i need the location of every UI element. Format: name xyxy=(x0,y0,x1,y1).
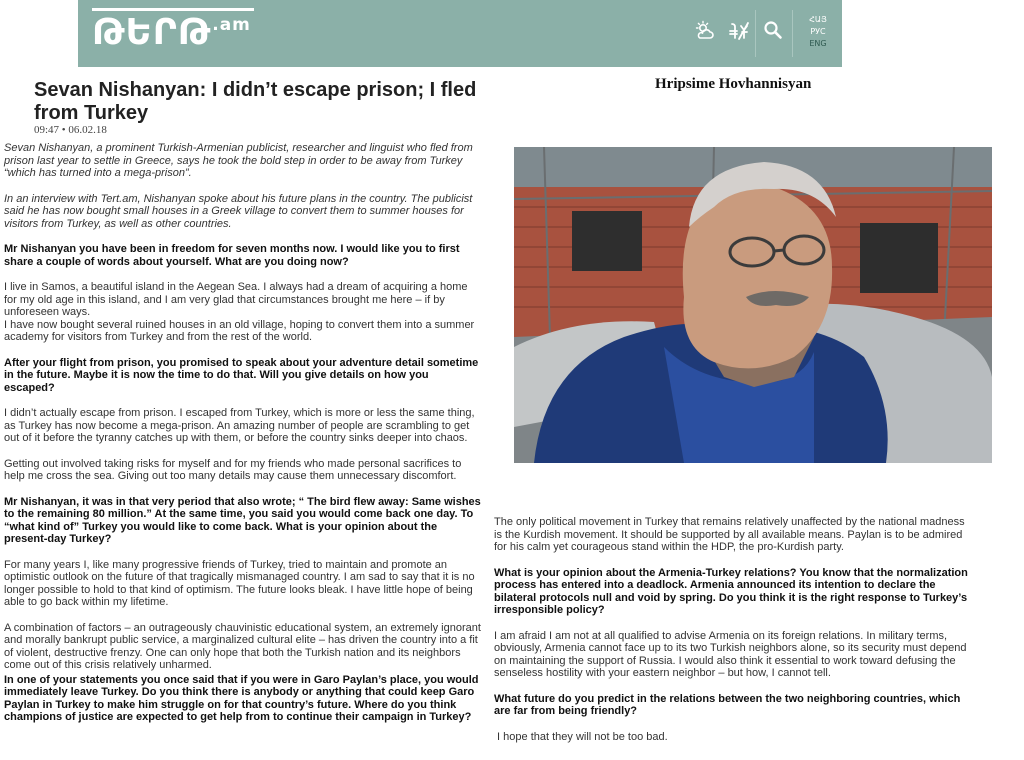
interview-question: What future do you predict in the relations between the two neighboring countries, which are far from being friendly? xyxy=(494,692,961,717)
interview-question: In one of your statements you once said that if you were in Garo Paylan’s place, you would immediately leave Turkey. Do you think there is anybody or anything that could keep Garo Paylan in Turkey to make him struggle on for that country’s future. Where do you think champions of justice are expected to get help from to continue their campaign in Turkey? xyxy=(4,673,479,723)
logo-text: ԹԵՐԹ xyxy=(92,12,212,53)
lang-hy[interactable]: ՀԱՅ xyxy=(809,15,827,24)
interview-question: Mr Nishanyan you have been in freedom for seven months now. I would like you to first share a couple of words about yourself. What are you doing now? xyxy=(4,243,460,268)
lang-en[interactable]: ENG xyxy=(809,39,827,48)
currency-icon[interactable] xyxy=(726,20,752,46)
interview-answer: I live in Samos, a beautiful island in the Aegean Sea. I always had a dream of acquiring a home for my old age in this island, and I am very glad that circumstances brought me here – if by unforeseen ways. I have now bought several ruined houses in an old village, hoping to convert them into a summer academy for visitors from Turkey and from the rest of the world. xyxy=(4,281,475,343)
interview-answer: For many years I, like many progressive friends of Turkey, tried to maintain and promote an optimistic outlook on the future of that tragically mismanaged country. I am sad to say that it is no longer possible to hold to that kind of optimism. The future looks bleak. I have little hope of being able to go back within my lifetime. xyxy=(4,558,475,608)
search-icon[interactable] xyxy=(760,20,786,46)
language-switcher xyxy=(806,14,830,50)
intro-paragraph: In an interview with Tert.am, Nishanyan spoke about his future plans in the country. The publicist said he has now bought small houses in a Greek village to convert them to summer houses for visitors from Turkey, as well as other countries. xyxy=(4,192,473,230)
interview-answer: I am afraid I am not at all qualified to advise Armenia on its foreign relations. In military terms, obviously, Armenia cannot face up to its two Turkish neighbors alone, so its security must depend on maintaining the support of Russia. I would also think it essential to work toward defusing the senseless hostility with your eastern neighbor – but how, I cannot tell. xyxy=(494,629,967,679)
lang-ru[interactable]: РУС xyxy=(810,27,826,36)
interview-question: What is your opinion about the Armenia-Turkey relations? You know that the normalization process has entered into a deadlock. Armenia announced its intention to declare the bilateral protocols null and void by spring. Do you think it is the right response to Turkey’s irresponsible policy? xyxy=(494,566,968,616)
article-body-right xyxy=(494,516,974,756)
currency-icon-graphic xyxy=(728,20,750,42)
intro-paragraph: Sevan Nishanyan, a prominent Turkish-Armenian publicist, researcher and linguist who fled from prison last year to settle in Greece, says he took the bold step in order to be away from Turkey “which has turned into a mega-prison”. xyxy=(4,142,473,179)
article-body-left xyxy=(4,142,482,737)
interview-answer: A combination of factors – an outrageously chauvinistic educational system, an extremely ignorant and morally bankrupt public service, a marginalized cultural elite – has driven the country into a fit of violent, destructive frenzy. One can only hope that both the Turkish nation and its neighbors come out of this crisis relatively unharmed. xyxy=(4,621,481,671)
header-divider xyxy=(792,10,793,57)
logo-overline xyxy=(92,8,254,11)
weather-icon[interactable] xyxy=(692,20,718,46)
article-photo xyxy=(514,147,992,463)
weather-icon-graphic xyxy=(694,20,716,42)
site-logo[interactable] xyxy=(92,13,251,59)
interview-answer: Getting out involved taking risks for myself and for my friends who made personal sacrifices to help me cross the sea. Giving out too many details may cause them unnecessary discomfort. xyxy=(4,457,462,482)
article-date: 09:47 • 06.02.18 xyxy=(34,124,107,136)
header-divider xyxy=(755,10,756,57)
interview-question: Mr Nishanyan, it was in that very period that also wrote; “ The bird flew away: Same wishes to the remaining 80 million.” At the same time, you said you would come back one day. To “what kind of” Turkey you would like to come back. What is your opinion about the present-day Turkey? xyxy=(4,495,481,545)
article-title: Sevan Nishanyan: I didn’t escape prison; I fled from Turkey xyxy=(34,79,477,124)
interview-answer: I didn’t actually escape from prison. I escaped from Turkey, which is more or less the same thing, as Turkey has now become a mega-prison. An amazing number of people are scrambling to get out of it before the tyranny catches up with them, or before the country sinks deeper into chaos. xyxy=(4,407,475,444)
logo-suffix: .am xyxy=(212,15,251,35)
portrait-photo xyxy=(514,147,992,463)
search-icon-graphic xyxy=(763,20,783,40)
site-header xyxy=(78,0,842,67)
interview-answer: The only political movement in Turkey that remains relatively unaffected by the national madness is the Kurdish movement. It should be supported by all available means. Paylan is to be admired for his calm yet courageous stand within the HDP, the pro-Kurdish party. xyxy=(494,516,965,553)
interview-question: After your flight from prison, you promised to speak about your adventure detail sometime in the future. Maybe it is now the time to do that. Will you give details on how you escaped? xyxy=(4,356,479,394)
interview-answer: I hope that they will not be too bad. xyxy=(494,730,668,743)
author-name[interactable]: Hripsime Hovhannisyan xyxy=(655,76,812,92)
